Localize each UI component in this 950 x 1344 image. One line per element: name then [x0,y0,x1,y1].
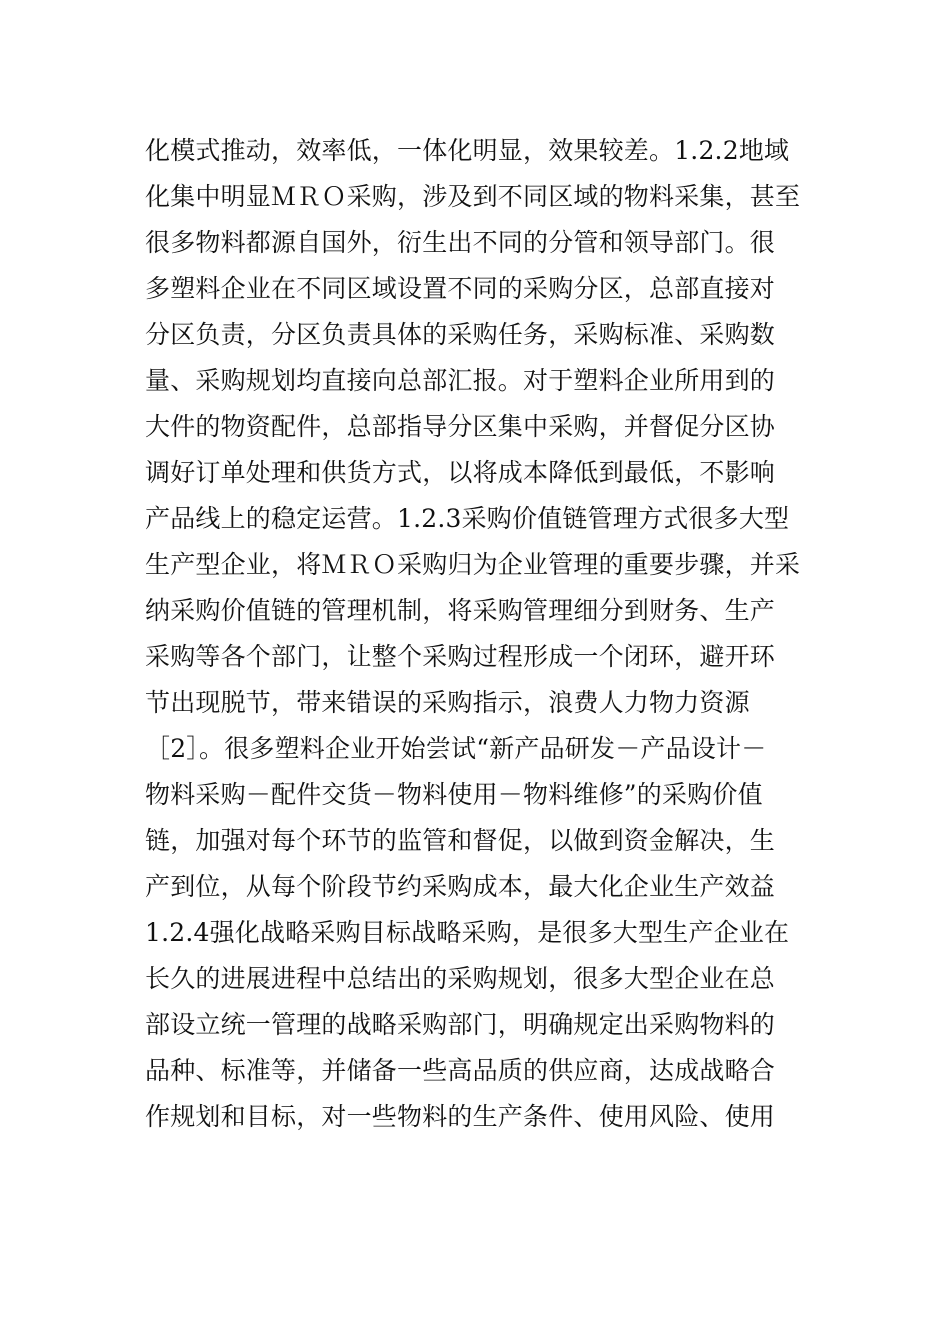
text-line-9: 产品线上的稳定运营。1.2.3采购价值链管理方式很多大型 [145,504,790,533]
text-line-12: 采购等各个部门，让整个采购过程形成一个闭环，避开环 [145,642,776,671]
text-line-10: 生产型企业，将ＭＲＯ采购归为企业管理的重要步骤，并采 [145,550,801,579]
text-line-16: 链，加强对每个环节的监管和督促，以做到资金解决，生 [145,826,776,855]
text-line-13: 节出现脱节，带来错误的采购指示，浪费人力物力资源 [145,688,750,717]
text-line-7: 大件的物资配件，总部指导分区集中采购，并督促分区协 [145,412,776,441]
text-line-5: 分区负责，分区负责具体的采购任务，采购标准、采购数 [145,320,776,349]
text-line-2: 化集中明显ＭＲＯ采购，涉及到不同区域的物料采集，甚至 [145,182,801,211]
text-line-14: ［2］。很多塑料企业开始尝试“新产品研发－产品设计－ [145,734,767,763]
body-text [145,128,810,1140]
text-line-17: 产到位，从每个阶段节约采购成本，最大化企业生产效益 [145,872,776,901]
text-line-22: 作规划和目标，对一些物料的生产条件、使用风险、使用 [145,1102,776,1131]
text-line-11: 纳采购价值链的管理机制，将采购管理细分到财务、生产 [145,596,776,625]
text-line-18: 1.2.4强化战略采购目标战略采购，是很多大型生产企业在 [145,918,790,947]
text-line-4: 多塑料企业在不同区域设置不同的采购分区，总部直接对 [145,274,776,303]
text-line-20: 部设立统一管理的战略采购部门，明确规定出采购物料的 [145,1010,776,1039]
text-line-8: 调好订单处理和供货方式，以将成本降低到最低，不影响 [145,458,776,487]
text-line-1: 化模式推动，效率低，一体化明显，效果较差。1.2.2地域 [145,136,790,165]
text-line-6: 量、采购规划均直接向总部汇报。对于塑料企业所用到的 [145,366,776,395]
text-line-19: 长久的进展进程中总结出的采购规划，很多大型企业在总 [145,964,776,993]
text-line-21: 品种、标准等，并储备一些高品质的供应商，达成战略合 [145,1056,776,1085]
text-line-3: 很多物料都源自国外，衍生出不同的分管和领导部门。很 [145,228,776,257]
text-line-15: 物料采购－配件交货－物料使用－物料维修”的采购价值 [145,780,763,809]
